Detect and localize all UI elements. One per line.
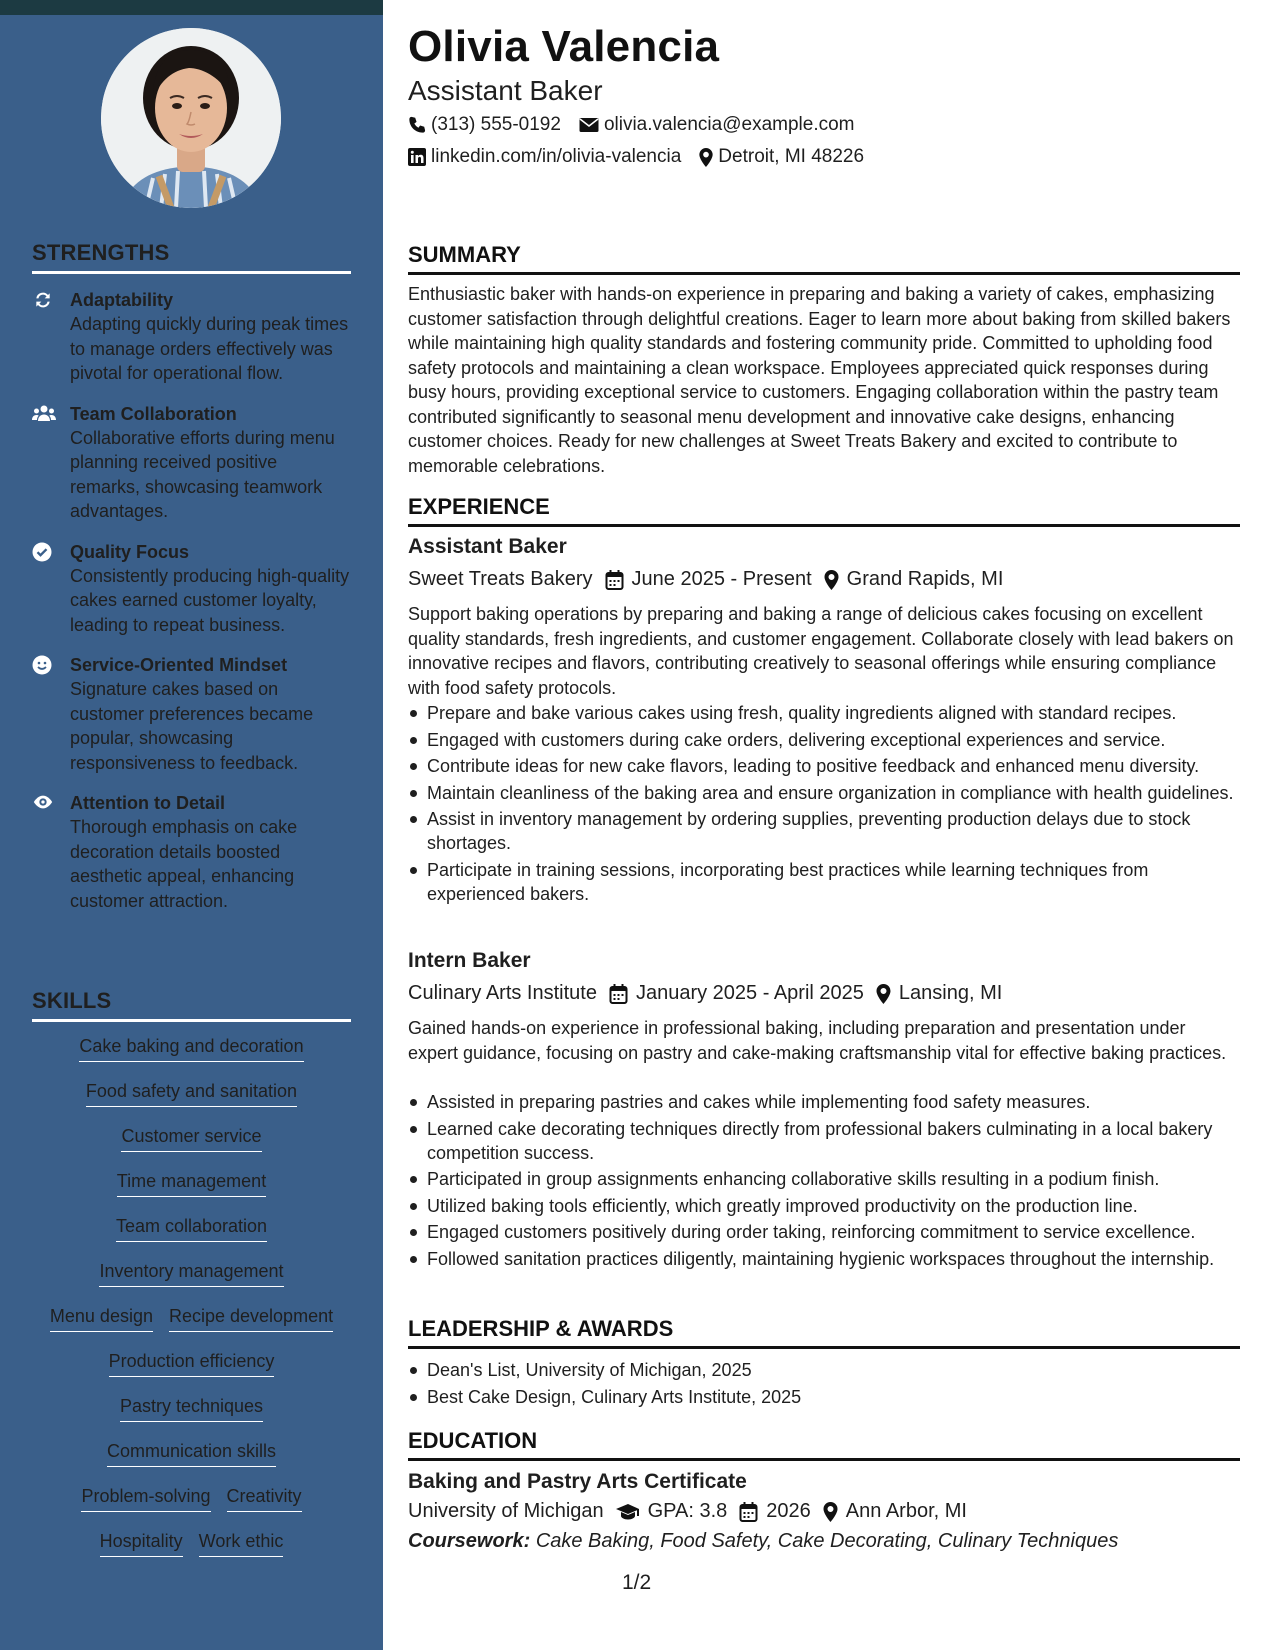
experience-heading: EXPERIENCE xyxy=(408,494,1240,527)
education-year: 2026 xyxy=(766,1500,811,1522)
school-name: University of Michigan xyxy=(408,1500,604,1522)
skills-heading: SKILLS xyxy=(32,988,351,1022)
job-bullets xyxy=(408,1090,1240,1273)
strength-title: Service-Oriented Mindset xyxy=(70,655,288,675)
list-item: Participated in group assignments enhancing collaborative skills resulting in a podium finish. xyxy=(408,1167,1240,1191)
coursework-text: Cake Baking, Food Safety, Cake Decorating, Culinary Techniques xyxy=(535,1530,1119,1552)
linkedin-contact[interactable] xyxy=(408,146,681,168)
skill-tag: Hospitality xyxy=(100,1529,183,1557)
education-meta xyxy=(408,1500,967,1523)
list-item: Learned cake decorating techniques directly from professional bakers culminating in a local bakery competition success. xyxy=(408,1117,1240,1165)
strength-text: Adapting quickly during peak times to manage orders effectively was pivotal for operational flow. xyxy=(70,314,349,383)
strength-text: Thorough emphasis on cake decoration details boosted aesthetic appeal, enhancing customer attraction. xyxy=(70,817,298,911)
envelope-icon xyxy=(579,117,599,133)
skill-tag: Menu design xyxy=(50,1304,153,1332)
smile-icon xyxy=(32,655,56,675)
eye-icon xyxy=(32,793,56,813)
list-item: Prepare and bake various cakes using fresh, quality ingredients aligned with standard recipes. xyxy=(408,701,1240,725)
list-item: Dean's List, University of Michigan, 2025 xyxy=(408,1358,1240,1382)
list-item: Utilized baking tools efficiently, which greatly improved productivity on the production line. xyxy=(408,1194,1240,1218)
job-title: Intern Baker xyxy=(408,949,531,972)
skill-tag: Pastry techniques xyxy=(120,1394,263,1422)
awards-heading: LEADERSHIP & AWARDS xyxy=(408,1316,1240,1349)
skill-tag: Communication skills xyxy=(107,1439,276,1467)
strength-item-team-collaboration xyxy=(32,402,352,524)
location-text: Detroit, MI 48226 xyxy=(718,146,865,167)
list-item: Best Cake Design, Culinary Arts Institute, 2025 xyxy=(408,1385,1240,1409)
education-heading: EDUCATION xyxy=(408,1428,1240,1461)
skills-list xyxy=(32,1034,351,1574)
strengths-heading: STRENGTHS xyxy=(32,240,351,274)
email-text: olivia.valencia@example.com xyxy=(603,114,855,135)
job-description: Gained hands-on experience in professional baking, including preparation and presentation under expert guidance, focusing on pastry and cake-making craftsmanship vital for effective baking practices. xyxy=(408,1018,1227,1063)
phone-icon xyxy=(408,116,426,134)
job-location: Grand Rapids, MI xyxy=(846,568,1004,590)
map-pin-icon xyxy=(823,1502,838,1522)
strength-text: Collaborative efforts during menu planning received positive remarks, showcasing teamwork advantages. xyxy=(70,427,335,521)
email-contact[interactable] xyxy=(579,114,855,136)
list-item: Followed sanitation practices diligently, maintaining hygienic workspaces throughout the internship. xyxy=(408,1247,1240,1271)
calendar-icon xyxy=(739,1502,758,1522)
job-title: Assistant Baker xyxy=(408,535,567,558)
strength-item-attention-to-detail xyxy=(32,791,352,913)
sidebar-top-bar xyxy=(0,0,383,15)
strength-text: Consistently producing high-quality cakes earned customer loyalty, leading to repeat business. xyxy=(70,565,350,635)
refresh-icon xyxy=(32,290,56,310)
degree-title: Baking and Pastry Arts Certificate xyxy=(408,1470,747,1493)
avatar xyxy=(101,28,281,208)
skill-tag: Food safety and sanitation xyxy=(86,1079,297,1107)
summary-text: Enthusiastic baker with hands-on experience in preparing and baking a variety of cakes, emphasizing customer satisfaction through delightful creations. Eager to learn more about baking from skilled bakers while maintaining high quality standards and fostering community pride. Committed to upholding food safety protocols and maintaining a clean workspace. Employees appreciated quick responses during busy hours, providing exceptional service to customers. Engaging collaboration within the pastry team contributed significantly to seasonal menu development and innovative cake designs, enhancing customer choices. Ready for new challenges at Sweet Treats Bakery and excited to contribute to memorable celebrations. xyxy=(408,284,1231,476)
coursework-label: Coursework: xyxy=(408,1530,531,1552)
phone-contact[interactable] xyxy=(408,114,561,136)
company-name: Culinary Arts Institute xyxy=(408,982,597,1004)
job-description: Support baking operations by preparing and baking a range of delicious cakes focusing on excellent quality standards, fresh ingredients, and customer engagement. Collaborate closely with lead bakers on innovative recipes and flavors, contributing creatively to seasonal offerings while ensuring compliance with food safety protocols. xyxy=(408,604,1234,698)
candidate-role: Assistant Baker xyxy=(408,75,603,106)
job-meta xyxy=(408,982,1002,1005)
skill-tag: Work ethic xyxy=(199,1529,284,1557)
profile-photo xyxy=(101,28,281,208)
job-meta xyxy=(408,568,1003,591)
contact-row-2 xyxy=(408,146,864,168)
coursework-line xyxy=(408,1530,1118,1553)
strength-title: Attention to Detail xyxy=(70,793,225,813)
skill-tag: Cake baking and decoration xyxy=(79,1034,303,1062)
awards-list xyxy=(408,1358,1240,1411)
map-pin-icon xyxy=(824,570,839,590)
calendar-icon xyxy=(605,570,624,590)
gpa-text: GPA: 3.8 xyxy=(647,1500,728,1522)
skill-tag: Inventory management xyxy=(99,1259,283,1287)
location-contact xyxy=(699,146,864,168)
graduation-cap-icon xyxy=(616,1503,640,1521)
skill-tag: Team collaboration xyxy=(116,1214,267,1242)
education-location: Ann Arbor, MI xyxy=(845,1500,967,1522)
skill-tag: Customer service xyxy=(121,1124,261,1152)
list-item: Engaged with customers during cake orders, delivering exceptional experiences and service. xyxy=(408,728,1240,752)
strength-item-quality-focus xyxy=(32,540,352,638)
strength-title: Adaptability xyxy=(70,290,174,310)
summary-heading: SUMMARY xyxy=(408,242,1240,275)
page-number: 1/2 xyxy=(622,1571,652,1594)
job-dates: January 2025 - April 2025 xyxy=(635,982,864,1004)
linkedin-icon xyxy=(408,148,426,166)
linkedin-text: linkedin.com/in/olivia-valencia xyxy=(431,146,682,167)
list-item: Assisted in preparing pastries and cakes while implementing food safety measures. xyxy=(408,1090,1240,1114)
skill-tag: Creativity xyxy=(227,1484,302,1512)
contact-row-1 xyxy=(408,114,855,136)
strength-item-service-oriented xyxy=(32,653,352,775)
list-item: Engaged customers positively during order taking, reinforcing commitment to service excellence. xyxy=(408,1220,1240,1244)
list-item: Assist in inventory management by ordering supplies, preventing production delays due to stock shortages. xyxy=(408,807,1240,855)
job-bullets xyxy=(408,701,1240,908)
check-circle-icon xyxy=(32,542,56,562)
map-pin-icon xyxy=(699,148,713,167)
strength-title: Quality Focus xyxy=(70,541,190,562)
job-location: Lansing, MI xyxy=(898,982,1003,1004)
users-icon xyxy=(32,404,56,424)
phone-text: (313) 555-0192 xyxy=(431,114,561,135)
job-dates: June 2025 - Present xyxy=(631,568,812,590)
candidate-name: Olivia Valencia xyxy=(408,22,720,71)
strength-item-adaptability xyxy=(32,288,352,386)
calendar-icon xyxy=(609,984,628,1004)
skill-tag: Production efficiency xyxy=(109,1349,275,1377)
strength-title: Team Collaboration xyxy=(70,403,237,424)
list-item: Participate in training sessions, incorporating best practices while learning techniques from experienced bakers. xyxy=(408,858,1240,906)
list-item: Contribute ideas for new cake flavors, leading to positive feedback and enhanced menu diversity. xyxy=(408,754,1240,778)
skill-tag: Time management xyxy=(117,1169,266,1197)
strengths-list xyxy=(32,288,352,929)
list-item: Maintain cleanliness of the baking area and ensure organization in compliance with health guidelines. xyxy=(408,781,1240,805)
strength-text: Signature cakes based on customer preferences became popular, showcasing responsiveness to feedback. xyxy=(70,679,314,773)
company-name: Sweet Treats Bakery xyxy=(408,568,593,590)
skill-tag: Recipe development xyxy=(169,1304,333,1332)
map-pin-icon xyxy=(876,984,891,1004)
skill-tag: Problem-solving xyxy=(81,1484,210,1512)
